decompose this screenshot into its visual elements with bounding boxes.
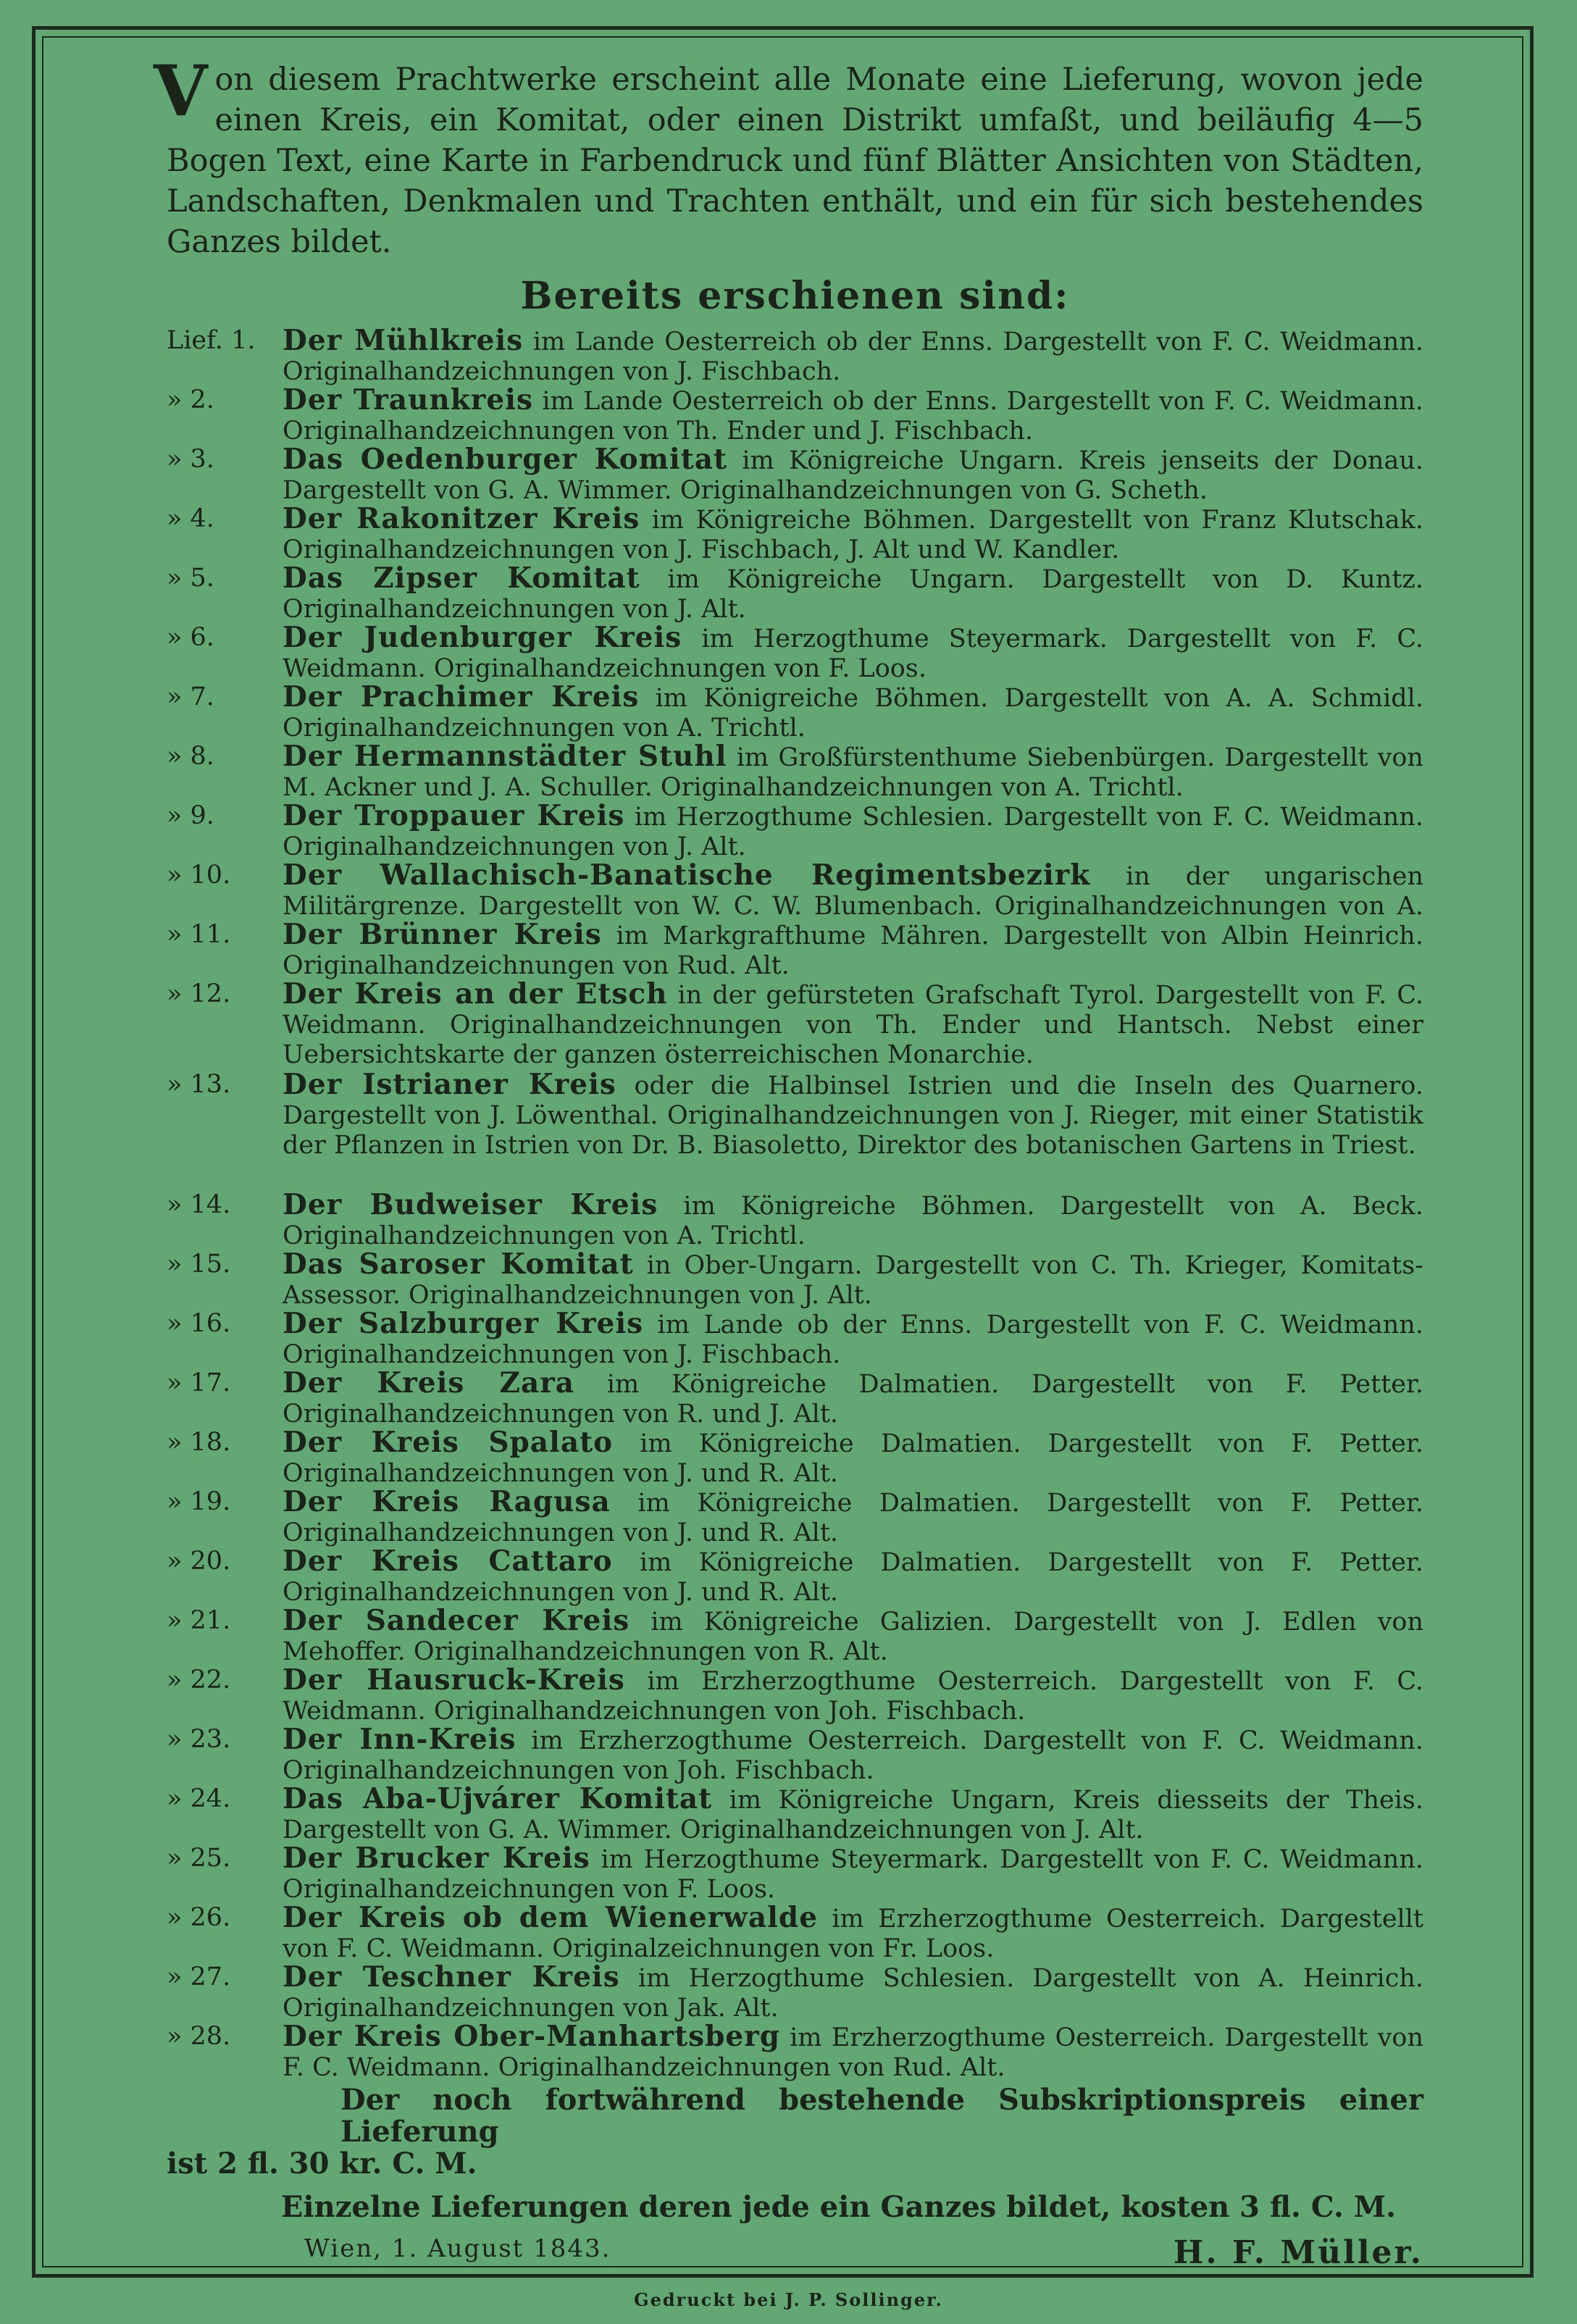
- delivery-number: » 7.: [167, 682, 214, 711]
- delivery-title: Der Kreis Ober-Manhartsberg: [283, 2022, 781, 2053]
- delivery-number: » 27.: [167, 1963, 231, 1991]
- delivery-title: Der Hermannstädter Stuhl: [283, 742, 727, 773]
- delivery-description: im Erzherzogthume Oesterreich. Dargestellt von F. C. Weidmann. Originalhandzeichnungen von Joh. Fischbach.: [283, 1726, 1423, 1784]
- delivery-description: in der ungarischen Militärgrenze. Dargestellt von W. C. W. Blumenbach. Originalhandzeichnungen von A.: [283, 862, 1423, 920]
- list-item: [167, 1309, 1423, 1368]
- delivery-title: Das Aba-Ujvárer Komitat: [283, 1784, 713, 1815]
- drop-cap: V: [154, 50, 208, 132]
- delivery-number: » 9.: [167, 801, 214, 830]
- delivery-description: im Lande Oesterreich ob der Enns. Dargestellt von F. C. Weidmann. Originalhandzeichnungen von J. Fischbach.: [283, 327, 1423, 385]
- delivery-title: Der Sandecer Kreis: [283, 1606, 630, 1637]
- list-item: [167, 682, 1423, 742]
- delivery-number: » 14.: [167, 1190, 231, 1219]
- delivery-title: Der Kreis Zara: [283, 1368, 575, 1400]
- delivery-title: Der Prachimer Kreis: [283, 682, 640, 714]
- delivery-title: Der Rakonitzer Kreis: [283, 504, 640, 535]
- publisher-signature: H. F. Müller.: [1173, 2234, 1423, 2271]
- delivery-description: im Erzherzogthume Oesterreich. Dargestellt von F. C. Weidmann. Originalhandzeichnungen von Rud. Alt.: [283, 2023, 1423, 2081]
- delivery-description: im Herzogthume Schlesien. Dargestellt von F. C. Weidmann. Originalhandzeichnungen von J. Alt.: [283, 803, 1423, 861]
- delivery-title: Der Teschner Kreis: [283, 1963, 620, 1994]
- list-item: [167, 1963, 1423, 2022]
- delivery-title: Der Kreis ob dem Wienerwalde: [283, 1903, 819, 1934]
- delivery-number: Lief. 1.: [167, 326, 256, 355]
- delivery-title: Der Salzburger Kreis: [283, 1309, 644, 1340]
- delivery-title: Das Zipser Komitat: [283, 564, 640, 595]
- delivery-title: Der Wallachisch-Banatische Regimentsbezirk: [283, 861, 1091, 892]
- list-item: [167, 1250, 1423, 1309]
- delivery-title: Der Inn-Kreis: [283, 1725, 516, 1756]
- delivery-number: » 8.: [167, 742, 214, 771]
- delivery-description: im Königreiche Böhmen. Dargestellt von A. A. Schmidl. Originalhandzeichnungen von A. Trichtl.: [283, 684, 1423, 742]
- delivery-number: » 24.: [167, 1784, 231, 1813]
- list-item: [167, 2022, 1423, 2081]
- delivery-number: » 3.: [167, 445, 214, 474]
- delivery-description: im Königreiche Ungarn. Kreis jenseits der Donau. Dargestellt von G. A. Wimmer. Originalhandzeichnungen von G. Scheth.: [283, 446, 1423, 504]
- delivery-description: im Herzogthume Steyermark. Dargestellt von F. C. Weidmann. Originalhandzeichnungen von F. Loos.: [283, 1845, 1423, 1903]
- delivery-number: » 2.: [167, 385, 214, 414]
- subscription-line-2: ist 2 fl. 30 kr. C. M.: [167, 2147, 477, 2181]
- list-item: [167, 979, 1423, 1070]
- delivery-title: Der Brünner Kreis: [283, 920, 602, 951]
- list-item: [167, 623, 1423, 682]
- delivery-description: im Markgrafthume Mähren. Dargestellt von Albin Heinrich. Originalhandzeichnungen von Rud. Alt.: [283, 921, 1423, 979]
- delivery-description: im Königreiche Galizien. Dargestellt von J. Edlen von Mehoffer. Originalhandzeichnungen von R. Alt.: [283, 1608, 1423, 1665]
- list-item: [167, 1784, 1423, 1844]
- delivery-number: » 25.: [167, 1844, 231, 1873]
- delivery-description: im Königreiche Dalmatien. Dargestellt von F. Petter. Originalhandzeichnungen von R. und J. Alt.: [283, 1370, 1423, 1428]
- delivery-description: im Großfürstenthume Siebenbürgen. Dargestellt von M. Ackner und J. A. Schuller. Originalhandzeichnungen von A. Trichtl.: [283, 743, 1423, 801]
- delivery-number: » 4.: [167, 504, 214, 533]
- deliveries-list: [167, 326, 1423, 2081]
- delivery-description: im Königreiche Dalmatien. Dargestellt von F. Petter. Originalhandzeichnungen von J. und R. Alt.: [283, 1489, 1423, 1547]
- list-item: [167, 801, 1423, 861]
- list-item: [167, 1368, 1423, 1428]
- list-item: [167, 1070, 1423, 1190]
- single-price: Einzelne Lieferungen deren jede ein Ganzes bildet, kosten 3 fl. C. M.: [280, 2190, 1397, 2224]
- delivery-number: » 28.: [167, 2022, 231, 2051]
- delivery-description: im Lande ob der Enns. Dargestellt von F. C. Weidmann. Originalhandzeichnungen von J. Fischbach.: [283, 1311, 1423, 1368]
- delivery-title: Der Kreis Spalato: [283, 1428, 614, 1459]
- delivery-number: » 16.: [167, 1309, 231, 1338]
- delivery-number: » 13.: [167, 1070, 231, 1099]
- intro-text: on diesem Prachtwerke erscheint alle Monate eine Lieferung, wovon jede einen Kreis, ein Komitat, oder einen Distrikt umfaßt, und beiläufig 4—5 Bogen Text, eine Karte in Farbendruck und fünf Blätter Ansichten von Städten, Landschaften, Denkmalen und Trachten enthält, und ein für sich bestehendes Ganzes bildet.: [167, 62, 1423, 260]
- list-item: [167, 1903, 1423, 1963]
- delivery-title: Der Troppauer Kreis: [283, 801, 625, 832]
- delivery-number: » 11.: [167, 920, 231, 949]
- list-item: [167, 1725, 1423, 1784]
- list-item: [167, 1606, 1423, 1665]
- delivery-number: » 15.: [167, 1250, 231, 1279]
- delivery-description: in Ober-Ungarn. Dargestellt von C. Th. Krieger, Komitats-Assessor. Originalhandzeichnungen von J. Alt.: [283, 1251, 1423, 1309]
- delivery-description: im Königreiche Ungarn, Kreis diesseits der Theis. Dargestellt von G. A. Wimmer. Originalhandzeichnungen von J. Alt.: [283, 1786, 1423, 1844]
- content-area: [154, 50, 1423, 2278]
- delivery-number: » 19.: [167, 1487, 231, 1516]
- list-item: [167, 326, 1423, 385]
- delivery-number: » 5.: [167, 564, 214, 593]
- delivery-title: Der Traunkreis: [283, 385, 533, 417]
- delivery-description: im Erzherzogthume Oesterreich. Dargestellt von F. C. Weidmann. Originalzeichnungen von Fr. Loos.: [283, 1905, 1423, 1963]
- delivery-title: Der Kreis Cattaro: [283, 1547, 613, 1578]
- list-item: [167, 385, 1423, 445]
- delivery-description: im Königreiche Dalmatien. Dargestellt von F. Petter. Originalhandzeichnungen von J. und R. Alt.: [283, 1429, 1423, 1487]
- delivery-title: Der Hausruck-Kreis: [283, 1665, 625, 1697]
- list-item: [167, 1428, 1423, 1487]
- delivery-title: Der Budweiser Kreis: [283, 1190, 658, 1221]
- delivery-description: in der gefürsteten Grafschaft Tyrol. Dargestellt von F. C. Weidmann. Originalhandzeichnungen von Th. Ender und Hantsch. Nebst einer Uebersichtskarte der ganzen österreichischen Monarchie.: [283, 981, 1423, 1069]
- delivery-number: » 20.: [167, 1547, 231, 1576]
- section-heading: Bereits erschienen sind:: [520, 274, 1070, 318]
- delivery-title: Der Kreis Ragusa: [283, 1487, 611, 1518]
- delivery-title: Das Saroser Komitat: [283, 1250, 634, 1281]
- delivery-description: im Herzogthume Schlesien. Dargestellt von A. Heinrich. Originalhandzeichnungen von Jak. Alt.: [283, 1964, 1423, 2022]
- delivery-number: » 18.: [167, 1428, 231, 1457]
- delivery-description: oder die Halbinsel Istrien und die Inseln des Quarnero. Dargestellt von J. Löwenthal. Originalhandzeichnungen von J. Rieger, mit einer Statistik der Pflanzen in Istrien von Dr. B. Biasoletto, Direktor des botanischen Gartens in Triest.: [283, 1071, 1423, 1160]
- delivery-title: Der Judenburger Kreis: [283, 623, 682, 654]
- signature-row: [167, 2234, 1423, 2278]
- delivery-description: im Lande Oesterreich ob der Enns. Dargestellt von F. C. Weidmann. Originalhandzeichnungen von Th. Ender und J. Fischbach.: [283, 387, 1423, 445]
- delivery-number: » 26.: [167, 1903, 231, 1932]
- delivery-number: » 22.: [167, 1665, 231, 1694]
- delivery-description: im Königreiche Dalmatien. Dargestellt von F. Petter. Originalhandzeichnungen von J. und R. Alt.: [283, 1548, 1423, 1606]
- delivery-title: Der Istrianer Kreis: [283, 1070, 616, 1101]
- delivery-number: » 10.: [167, 861, 231, 890]
- list-item: [167, 1487, 1423, 1547]
- intro-paragraph: [154, 50, 1423, 262]
- delivery-description: im Königreiche Ungarn. Dargestellt von D. Kuntz. Originalhandzeichnungen von J. Alt.: [283, 565, 1423, 623]
- delivery-number: » 12.: [167, 979, 231, 1008]
- list-item: [167, 1844, 1423, 1903]
- delivery-title: Der Brucker Kreis: [283, 1844, 590, 1875]
- delivery-number: » 17.: [167, 1368, 231, 1397]
- list-item: [167, 504, 1423, 564]
- delivery-description: im Herzogthume Steyermark. Dargestellt von F. C. Weidmann. Originalhandzeichnungen von F. Loos.: [283, 624, 1423, 682]
- list-item: [167, 920, 1423, 979]
- list-item: [167, 1665, 1423, 1725]
- date-line: Wien, 1. August 1843.: [304, 2234, 611, 2263]
- list-item: [167, 1547, 1423, 1606]
- list-item: [167, 1190, 1423, 1250]
- printer-imprint: Gedruckt bei J. P. Sollinger.: [634, 2289, 943, 2310]
- delivery-number: » 6.: [167, 623, 214, 652]
- delivery-title: Der Mühlkreis: [283, 326, 524, 357]
- delivery-number: » 23.: [167, 1725, 231, 1754]
- subscription-price: [167, 2084, 1423, 2180]
- delivery-description: im Königreiche Böhmen. Dargestellt von A. Beck. Originalhandzeichnungen von A. Trichtl.: [283, 1192, 1423, 1250]
- delivery-number: » 21.: [167, 1606, 231, 1635]
- subscription-line-1: Der noch fortwährend bestehende Subskriptionspreis einer Lieferung: [340, 2083, 1423, 2149]
- delivery-title: Der Kreis an der Etsch: [283, 979, 668, 1011]
- list-item: [167, 564, 1423, 623]
- delivery-description: im Erzherzogthume Oesterreich. Dargestellt von F. C. Weidmann. Originalhandzeichnungen von Joh. Fischbach.: [283, 1667, 1423, 1725]
- list-item: [167, 742, 1423, 801]
- delivery-description: im Königreiche Böhmen. Dargestellt von Franz Klutschak. Originalhandzeichnungen von J. Fischbach, J. Alt und W. Kandler.: [283, 506, 1423, 564]
- list-item: [167, 445, 1423, 504]
- list-item: [167, 861, 1423, 920]
- delivery-title: Das Oedenburger Komitat: [283, 445, 728, 476]
